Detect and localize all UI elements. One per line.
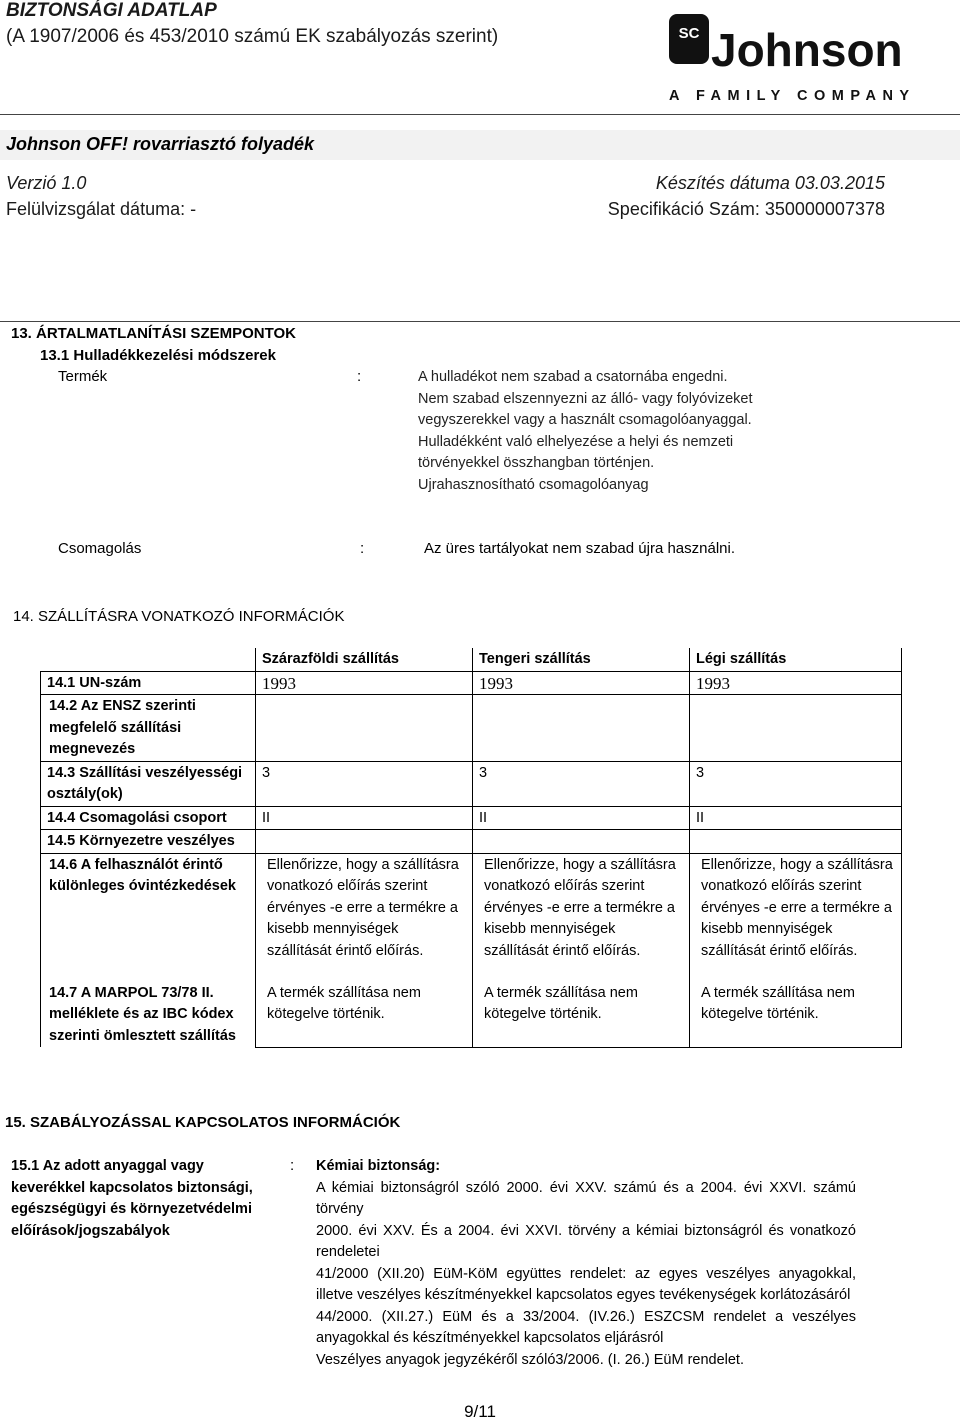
document-subtitle: (A 1907/2006 és 453/2010 számú EK szabályozás szerint) [6, 26, 499, 47]
page-number: 9/11 [464, 1402, 496, 1421]
section-13-title: 13. ÁRTALMATLANÍTÁSI SZEMPONTOK [11, 325, 296, 342]
row-label-environmental: 14.5 Környezetre veszélyes [41, 830, 256, 854]
marpol-text: A termék szállítása nem kötegelve történik. [484, 984, 638, 1022]
class-sea: 3 [473, 761, 690, 806]
table-row [41, 695, 902, 762]
packaging-colon: : [360, 540, 365, 557]
pack-sea: II [473, 806, 690, 830]
table-row [41, 806, 902, 830]
disposal-line: Ujrahasznosítható csomagolóanyag [418, 476, 649, 493]
shipping-name-air [690, 695, 902, 762]
product-label: Termék [58, 368, 108, 385]
creation-date: Készítés dátuma 03.03.2015 [655, 173, 885, 193]
regulation-label: 15.1 Az adott anyaggal vagy keverékkel kapcsolatos biztonsági, egészségügyi és környezetvédelmi előírások/jogszabályok [11, 1158, 253, 1239]
logo-brand-text: Johnson [711, 24, 903, 76]
precautions-air [690, 853, 902, 1047]
regulation-line: 44/2000. (XII.27.) EüM és a 33/2004. (IV.26.) ESZCSM rendelet a veszélyes anyagokkal és készítményekkel kapcsolatos eljárásról [316, 1308, 856, 1346]
precautions-label: 14.6 A felhasználót érintő különleges óvintézkedések [49, 856, 236, 894]
regulation-text [316, 1156, 856, 1371]
shipping-name-land [256, 695, 473, 762]
env-sea [473, 830, 690, 854]
product-name: Johnson OFF! rovarriasztó folyadék [6, 134, 315, 154]
table-row [41, 830, 902, 854]
column-sea: Tengeri szállítás [473, 648, 690, 671]
disposal-line: vegyszerekkel vagy a használt csomagolóanyaggal. [418, 412, 752, 428]
precaution-text: Ellenőrizze, hogy a szállításra vonatkozó előírás szerint érvényes -e erre a termékre a kisebb mennyiségek szállítását érintő előírás. [484, 856, 676, 959]
class-land: 3 [256, 761, 473, 806]
regulation-colon: : [290, 1157, 295, 1174]
packaging-text: Az üres tartályokat nem szabad újra használni. [424, 540, 735, 557]
un-sea: 1993 [473, 671, 690, 695]
regulation-line: 41/2000 (XII.20) EüM-KöM együttes rendelet: az egyes veszélyes anyagokkal, illetve veszélyes készítményekkel kapcsolatos egyes tevékenységek korlátozásáról [316, 1265, 856, 1303]
marpol-text: A termék szállítása nem kötegelve történik. [701, 984, 855, 1022]
version: Verzió 1.0 [6, 173, 87, 193]
table-row [41, 853, 902, 1047]
regulation-line: 2000. évi XXV. És a 2004. évi XXVI. törvény a kémiai biztonságról és vonatkozó rendeletei [316, 1222, 856, 1260]
chemical-safety-heading: Kémiai biztonság: [316, 1158, 441, 1174]
logo-tagline: A FAMILY COMPANY [669, 88, 916, 104]
header-divider [0, 114, 960, 115]
packaging-label: Csomagolás [58, 540, 142, 557]
specification-number: Specifikáció Szám: 350000007378 [607, 199, 885, 219]
marpol-text: A termék szállítása nem kötegelve történik. [267, 984, 421, 1022]
class-air: 3 [690, 761, 902, 806]
table-corner [41, 648, 256, 671]
transport-table [40, 648, 902, 1048]
shipping-name-sea [473, 695, 690, 762]
pack-air: II [690, 806, 902, 830]
product-colon: : [357, 368, 362, 385]
column-air: Légi szállítás [690, 648, 902, 671]
disposal-line: Hulladékként való elhelyezése a helyi és nemzeti [418, 433, 734, 450]
precaution-text: Ellenőrizze, hogy a szállításra vonatkozó előírás szerint érvényes -e erre a termékre a kisebb mennyiségek szállítását érintő előírás. [701, 856, 893, 959]
disposal-line: Nem szabad elszennyezni az álló- vagy folyóvizeket [418, 390, 753, 407]
marpol-label: 14.7 A MARPOL 73/78 II. melléklete és az IBC kódex szerinti ömlesztett szállítás [49, 984, 236, 1044]
regulation-line: A kémiai biztonságról szóló 2000. évi XXV. számú és a 2004. évi XXVI. számú törvény [316, 1179, 856, 1217]
pack-land: II [256, 806, 473, 830]
sc-johnson-logo [667, 8, 916, 104]
table-row [41, 671, 902, 695]
row-label-precautions [41, 853, 256, 1047]
section-14-title: 14. SZÁLLÍTÁSRA VONATKOZÓ INFORMÁCIÓK [13, 608, 345, 625]
regulation-line: Veszélyes anyagok jegyzékéről szóló3/2006. (I. 26.) EüM rendelet. [316, 1351, 744, 1368]
row-label-hazard-class: 14.3 Szállítási veszélyességi osztály(ok) [41, 761, 256, 806]
disposal-line: A hulladékot nem szabad a csatornába engedni. [418, 369, 728, 385]
un-air: 1993 [690, 671, 902, 695]
section-15-title: 15. SZABÁLYOZÁSSAL KAPCSOLATOS INFORMÁCIÓK [5, 1114, 401, 1131]
precautions-land [256, 853, 473, 1047]
un-land: 1993 [256, 671, 473, 695]
precaution-text: Ellenőrizze, hogy a szállításra vonatkozó előírás szerint érvényes -e erre a termékre a kisebb mennyiségek szállítását érintő előírás. [267, 856, 459, 959]
row-label-shipping-name: 14.2 Az ENSZ szerinti megfelelő szállítási megnevezés [41, 695, 256, 762]
revision-date: Felülvizsgálat dátuma: - [6, 199, 197, 219]
section-13-1-title: 13.1 Hulladékkezelési módszerek [40, 347, 276, 364]
row-label-packing-group: 14.4 Csomagolási csoport [41, 806, 256, 830]
env-land [256, 830, 473, 854]
section-divider [0, 321, 960, 322]
product-disposal-text [418, 367, 752, 496]
row-label-un: 14.1 UN-szám [41, 671, 256, 695]
precautions-sea [473, 853, 690, 1047]
env-air [690, 830, 902, 854]
column-land: Szárazföldi szállítás [256, 648, 473, 671]
logo-sc-text: SC [678, 25, 700, 42]
disposal-line: törvényekkel összhangban történjen. [418, 455, 655, 471]
document-title: BIZTONSÁGI ADATLAP [6, 0, 217, 21]
table-header-row [41, 648, 902, 671]
table-row [41, 761, 902, 806]
